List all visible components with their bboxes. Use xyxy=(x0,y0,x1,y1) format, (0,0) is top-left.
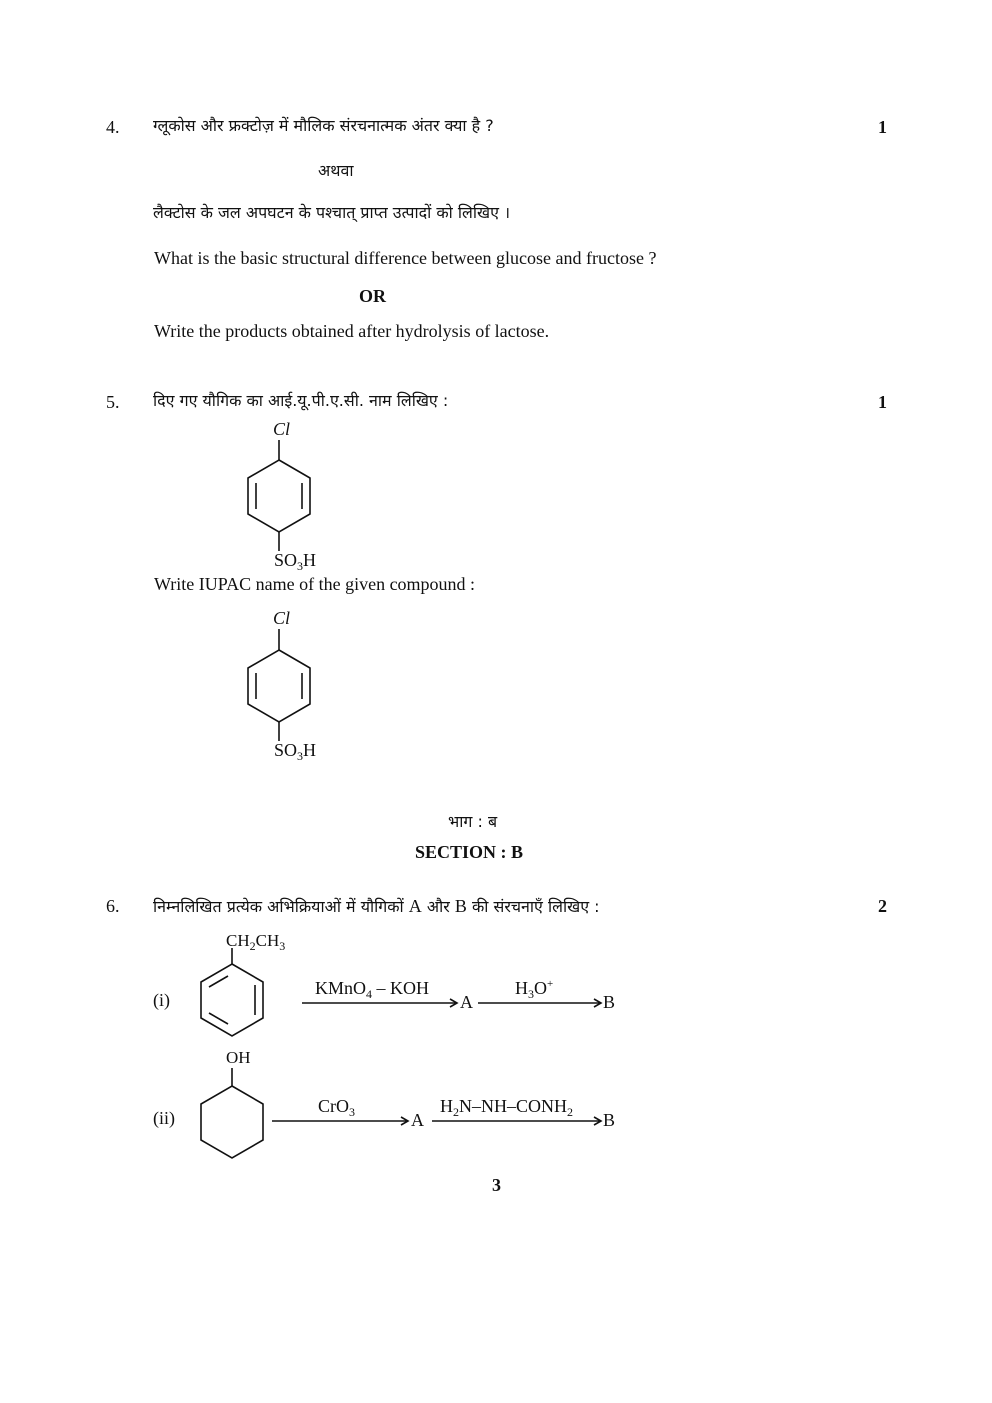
q4-english-question: What is the basic structural difference between glucose and fructose ? xyxy=(154,248,657,268)
part-ii-product-a: A xyxy=(411,1110,424,1130)
q4-hindi-alternative: लैक्टोस के जल अपघटन के पश्चात् प्राप्त उत्पादों को लिखिए । xyxy=(153,203,511,222)
part-ii-product-b: B xyxy=(603,1110,616,1130)
reaction-arrow-ii-2 xyxy=(432,1117,601,1125)
q5-marks: 1 xyxy=(878,392,887,412)
q4-marks: 1 xyxy=(878,117,887,137)
q5-number: 5. xyxy=(106,392,120,412)
structure2-chlorine-label: Cl xyxy=(273,608,291,628)
reaction-arrow-i-2 xyxy=(478,999,601,1007)
part-i-reagent1: KMnO$_4$ – KOH xyxy=(315,978,430,1001)
hydroxyl-substituent-label: OH xyxy=(226,1048,251,1067)
part-ii-reagent1: CrO$_3$ xyxy=(318,1096,355,1119)
q4-hindi-or: अथवा xyxy=(318,161,354,180)
structure1-chlorine-label: Cl xyxy=(273,419,291,439)
section-english-heading: SECTION : B xyxy=(415,842,524,862)
q6-hindi-question: निम्नलिखित प्रत्येक अभिक्रियाओं में यौगिकों A और B की संरचनाएँ लिखिए : xyxy=(153,896,600,916)
q5-hindi-question: दिए गए यौगिक का आई.यू.पी.ए.सी. नाम लिखिए : xyxy=(153,391,449,410)
q4-english-alternative: Write the products obtained after hydrolysis of lactose. xyxy=(154,321,550,341)
part-i-reagent2: $H_3O^+$ xyxy=(515,978,554,1001)
page-number: 3 xyxy=(492,1175,501,1195)
part-i-product-b: B xyxy=(603,992,616,1012)
q5-english-question: Write IUPAC name of the given compound : xyxy=(154,574,476,594)
part-ii-reagent2: $H_2N-NH-CONH_2$ xyxy=(440,1096,573,1119)
q6-number: 6. xyxy=(106,896,120,916)
benzene-ring-structure1 xyxy=(248,440,310,551)
reaction-arrow-i-1 xyxy=(302,999,457,1007)
structure1-sulfonic-label: $SO_3H$ xyxy=(274,550,317,573)
q4-english-or: OR xyxy=(359,286,386,306)
ethyl-substituent-label: $CH_2CH_3$ xyxy=(226,931,286,953)
part-ii-label: (ii) xyxy=(153,1108,175,1128)
structure2-sulfonic-label: $SO_3H$ xyxy=(274,740,317,763)
part-i-label: (i) xyxy=(153,990,170,1010)
reaction-arrow-ii-1 xyxy=(272,1117,408,1125)
benzene-ring-structure2 xyxy=(248,629,310,741)
q4-number: 4. xyxy=(106,117,120,137)
q6-marks: 2 xyxy=(878,896,887,916)
section-hindi-heading: भाग : ब xyxy=(448,812,498,831)
q4-hindi-question: ग्लूकोस और फ्रक्टोज़ में मौलिक संरचनात्मक अंतर क्या है ? xyxy=(153,116,494,135)
part-i-product-a: A xyxy=(460,992,473,1012)
ethylbenzene-ring xyxy=(201,948,263,1036)
cyclohexane-ring xyxy=(201,1068,263,1158)
